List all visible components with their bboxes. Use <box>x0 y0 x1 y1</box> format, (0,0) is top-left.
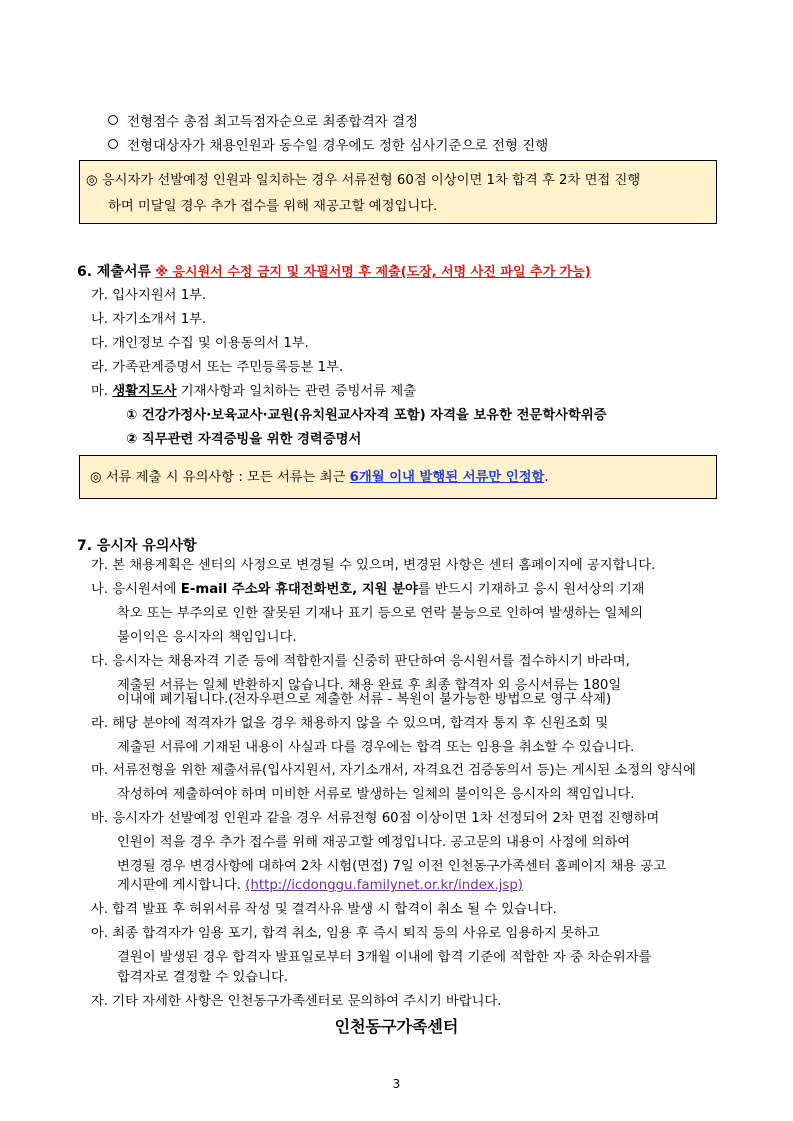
caution-ra-line2: 제출된 서류에 기재된 내용이 사실과 다를 경우에는 합격 또는 임용을 취소할 수 있습니다. <box>117 740 635 755</box>
circle-bullet-icon <box>108 115 118 125</box>
caution-ra: 라. 해당 분야에 적격자가 없을 경우 채용하지 않을 수 있으며, 합격자 통지 후 신원조회 및 <box>91 716 609 731</box>
caution-ba-line3: 변경될 경우 변경사항에 대하여 2차 시험(면접) 7일 이전 인천동구가족센터 홈페이지 채용 공고 <box>117 859 667 874</box>
doc-item-2: 나. 자기소개서 1부. <box>91 312 207 327</box>
caution-ba-line4: 게시판에 게시합니다. (http://icdonggu.familynet.or.kr/index.jsp) <box>117 878 523 893</box>
caution-ja: 자. 기타 자세한 사항은 인천동구가족센터로 문의하여 주시기 바랍니다. <box>91 994 502 1009</box>
caution-da-line3: 이내에 폐기됩니다.(전자우편으로 제출한 서류 - 복원이 불가능한 방법으로 영구 삭제) <box>117 692 612 707</box>
caution-ba: 바. 응시자가 선발예정 인원과 같을 경우 서류전형 60점 이상이면 1차 선정되어 2차 면접 진행하며 <box>91 811 660 826</box>
caution-da-line2: 제출된 서류는 일체 반환하지 않습니다. 채용 완료 후 최종 합격자 외 응시서류는 180일 <box>117 678 622 693</box>
organization-name: 인천동구가족센터 <box>334 1017 459 1036</box>
section-6-title: 6. 제출서류 <box>77 264 152 280</box>
notice-line-2: 하며 미달일 경우 추가 접수를 위해 재공고할 예정입니다. <box>108 199 438 214</box>
caution-ma-line2: 작성하여 제출하여야 하며 미비한 서류로 발생하는 일체의 불이익은 응시자의 책임입니다. <box>117 787 635 802</box>
page-number: 3 <box>392 1077 401 1091</box>
doc-item-5: 마. 생활지도사 기재사항과 일치하는 관련 증빙서류 제출 <box>91 384 417 399</box>
homepage-link[interactable]: (http://icdonggu.familynet.or.kr/index.jsp) <box>245 878 523 893</box>
caution-na: 나. 응시원서에 E-mail 주소와 휴대전화번호, 지원 분야를 반드시 기재하고 응시 원서상의 기재 <box>91 582 645 597</box>
caution-ma: 마. 서류전형을 위한 제출서류(입사지원서, 자기소개서, 자격요건 검증동의서 등)는 게시된 소정의 양식에 <box>91 763 696 778</box>
submission-warning: ※ 응시원서 수정 금지 및 자필서명 후 제출(도장, 서명 사진 파일 추가 가능) <box>155 265 591 280</box>
selection-rule-1: 전형점수 총점 최고득점자순으로 최종합격자 결정 <box>108 110 418 130</box>
caution-da: 다. 응시자는 채용자격 기준 등에 적합한지를 신중히 판단하여 응시원서를 접수하시기 바라며, <box>91 654 630 669</box>
section-7-title: 7. 응시자 유의사항 <box>77 538 197 554</box>
caution-ga: 가. 본 채용계획은 센터의 사정으로 변경될 수 있으며, 변경된 사항은 센터 홈페이지에 공지합니다. <box>91 558 656 573</box>
caution-sa: 사. 합격 발표 후 허위서류 작성 및 결격사유 발생 시 합격이 취소 될 수 있습니다. <box>91 902 557 917</box>
selection-rule-2: 전형대상자가 채용인원과 동수일 경우에도 정한 심사기준으로 전형 진행 <box>108 134 548 154</box>
circle-bullet-icon <box>108 139 118 149</box>
caution-a-line3: 합격자로 결정할 수 있습니다. <box>117 970 289 985</box>
doc-sub-item-1: ① 건강가정사·보육교사·교원(유치원교사자격 포함) 자격을 보유한 전문학사학위증 <box>126 408 607 423</box>
documents-notice: ◎ 서류 제출 시 유의사항 : 모든 서류는 최근 6개월 이내 발행된 서류만 인정함. <box>90 470 549 485</box>
caution-a: 아. 최종 합격자가 임용 포기, 합격 취소, 임용 후 즉시 퇴직 등의 사유로 임용하지 못하고 <box>91 926 600 941</box>
caution-na-line3: 불이익은 응시자의 책임입니다. <box>117 630 297 645</box>
doc-item-4: 라. 가족관계증명서 또는 주민등록등본 1부. <box>91 360 344 375</box>
section-6-heading <box>77 261 591 281</box>
caution-ba-line2: 인원이 적을 경우 추가 접수를 위해 재공고할 예정입니다. 공고문의 내용이 사정에 의하여 <box>117 835 631 850</box>
doc-item-3: 다. 개인정보 수집 및 이용동의서 1부. <box>91 336 309 351</box>
caution-na-line2: 착오 또는 부주의로 인한 잘못된 기재나 표기 등으로 연락 불능으로 인하여 발생하는 일체의 <box>117 606 643 621</box>
notice-line-1: ◎ 응시자가 선발예정 인원과 일치하는 경우 서류전형 60점 이상이면 1차 합격 후 2차 면접 진행 <box>86 173 641 188</box>
doc-item-1: 가. 입사지원서 1부. <box>91 288 207 303</box>
doc-sub-item-2: ② 직무관련 자격증빙을 위한 경력증명서 <box>126 432 362 447</box>
caution-a-line2: 결원이 발생된 경우 합격자 발표일로부터 3개월 이내에 합격 기준에 적합한 자 중 차순위자를 <box>117 950 652 965</box>
